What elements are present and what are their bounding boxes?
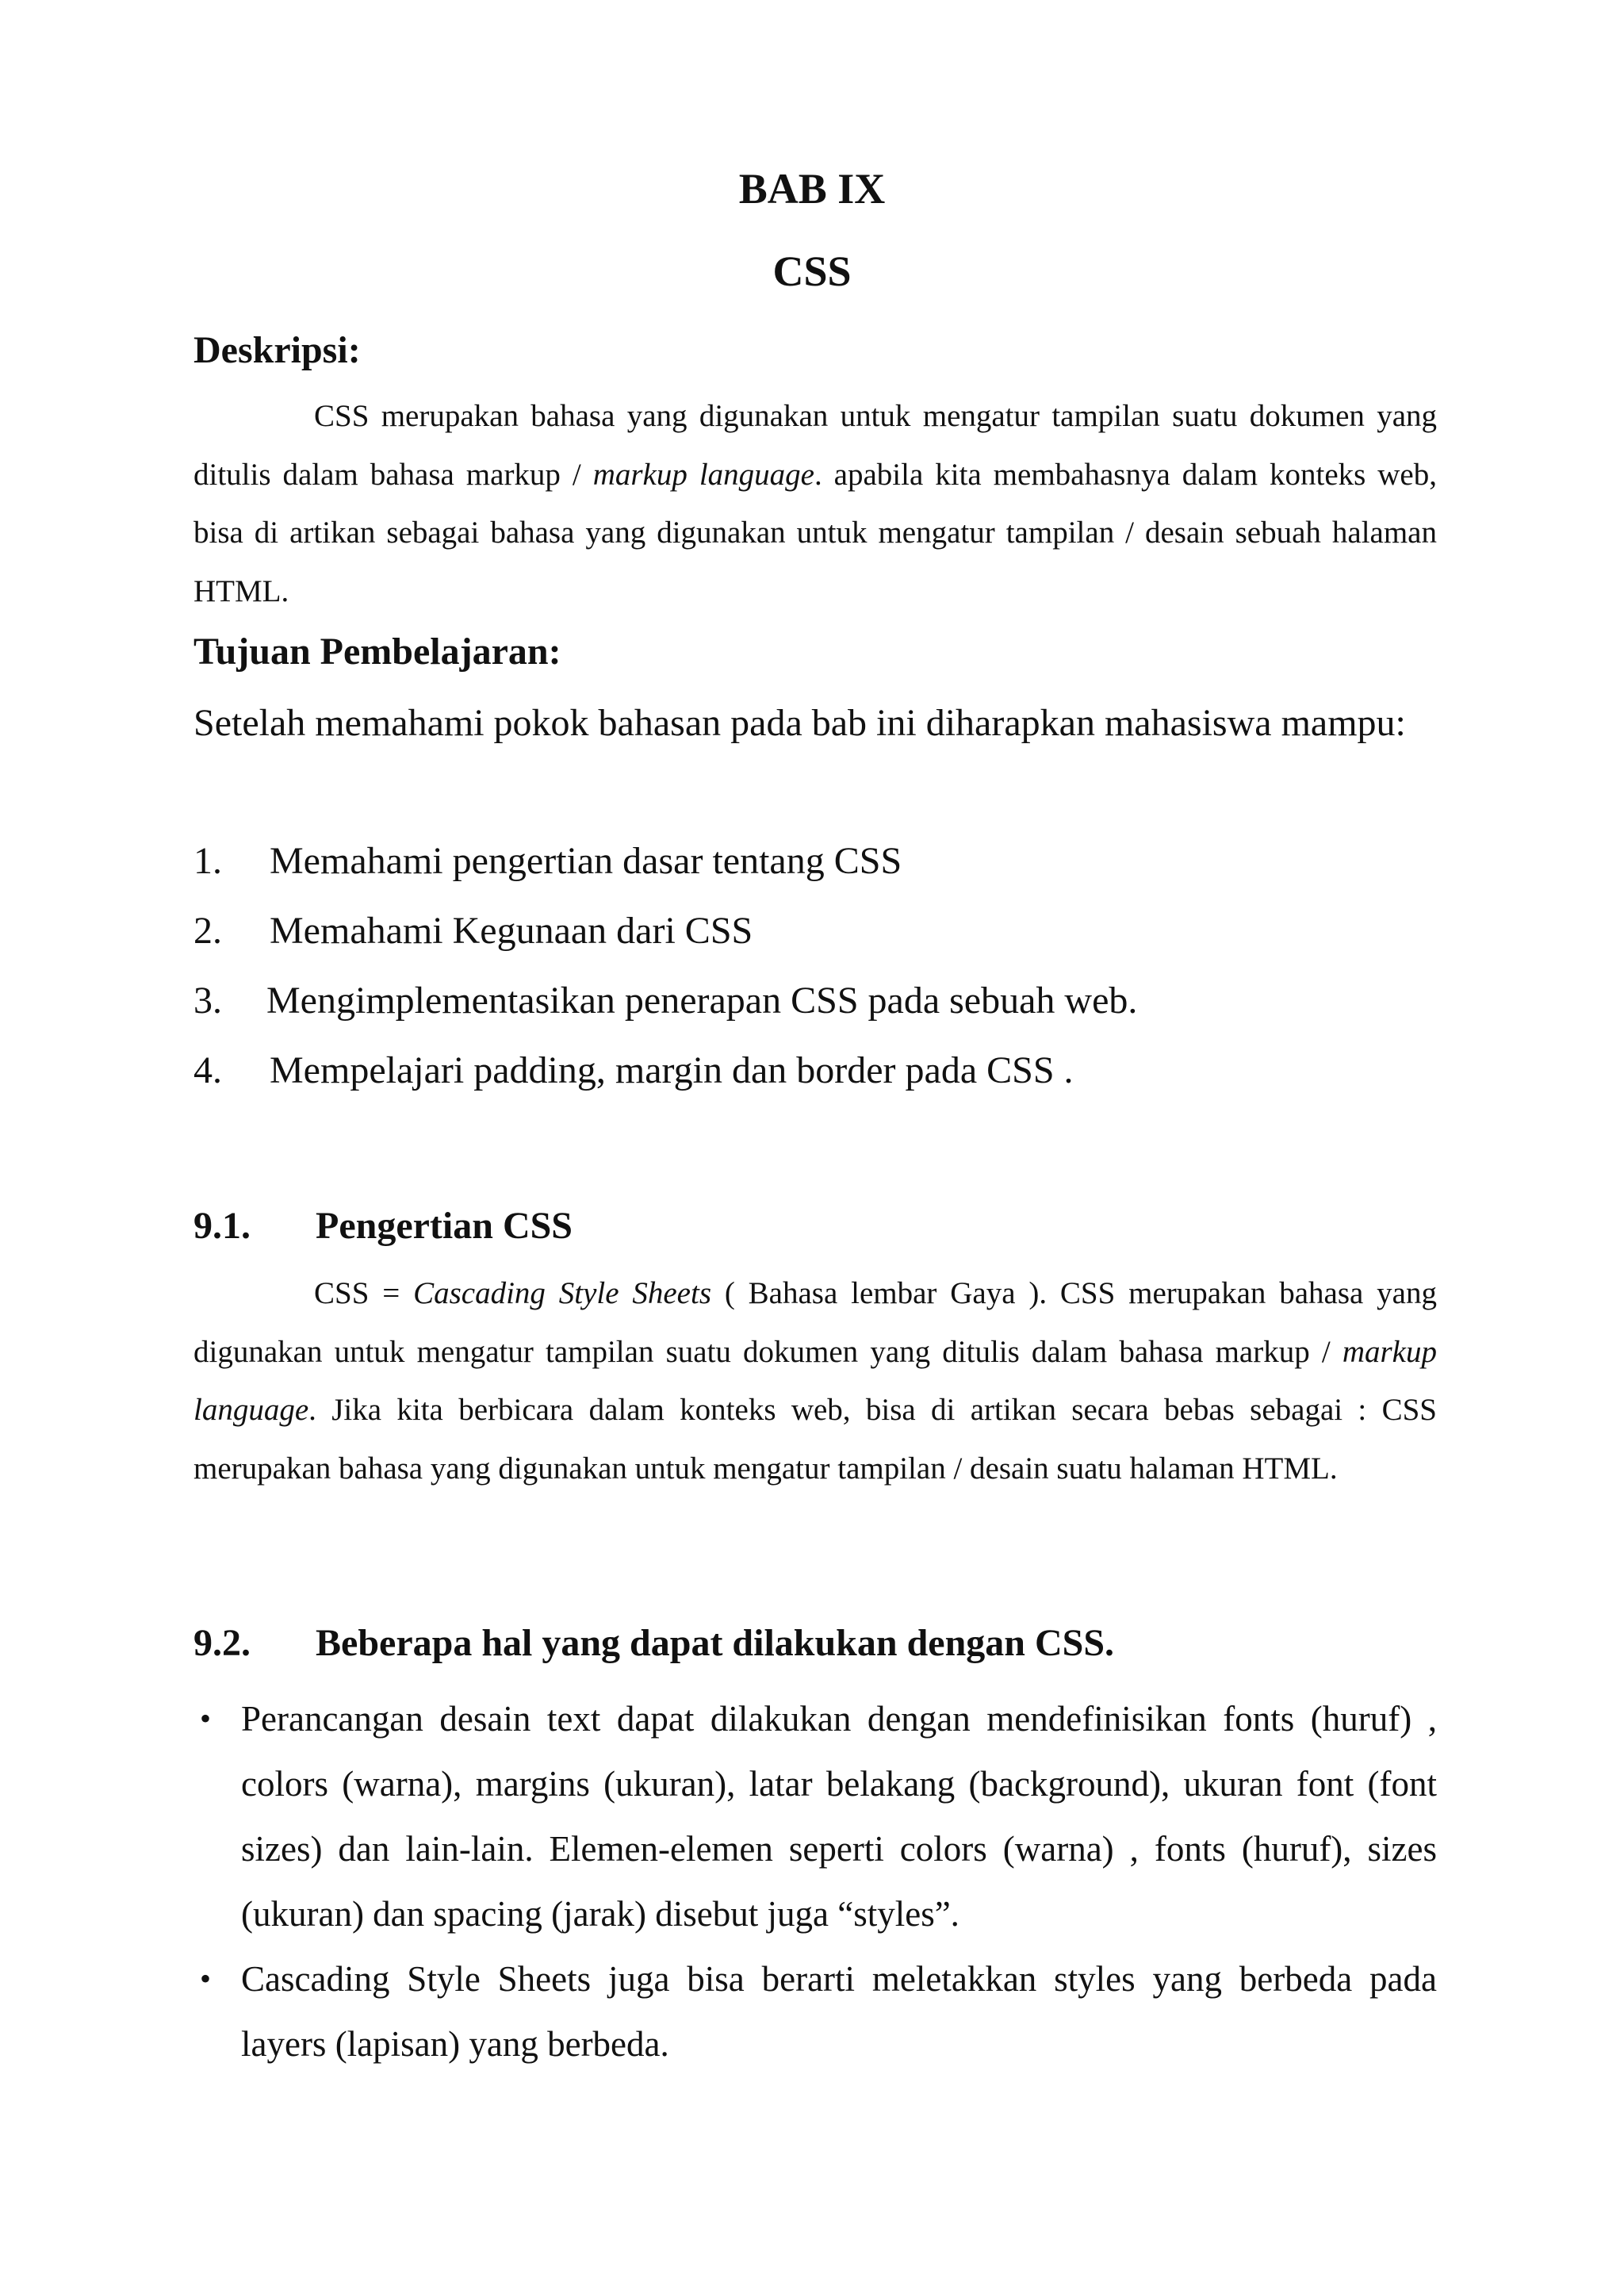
objective-text: Mengimplementasikan penerapan CSS pada sebuah web. (266, 980, 1138, 1022)
section-1-text-italic-2: markup language (193, 1334, 1437, 1427)
objective-number: 1. (193, 840, 222, 882)
objective-text: Mempelajari padding, margin dan border pada CSS . (270, 1049, 1074, 1091)
chapter-label: BAB IX (738, 165, 886, 213)
section-1-paragraph (193, 1264, 1437, 1497)
chapter-title: CSS (772, 247, 852, 295)
objective-number: 4. (193, 1049, 222, 1091)
objective-text: Memahami Kegunaan dari CSS (270, 910, 753, 952)
section-1-text-italic-1: Cascading Style Sheets (413, 1276, 711, 1310)
bullet-text: Perancangan desain text dapat dilakukan dengan mendefinisikan fonts (huruf) , colors (warna), margins (ukuran), latar belakang (background), ukuran font (font sizes) dan lain-lain. Elemen-elemen seperti colors (warna) , fonts (huruf), sizes (ukuran) dan spacing (jarak) disebut juga “styles”. (241, 1699, 1437, 1934)
objective-text: Memahami pengertian dasar tentang CSS (270, 840, 902, 882)
section-title: Beberapa hal yang dapat dilakukan dengan CSS. (316, 1622, 1115, 1664)
section-number: 9.1. (193, 1205, 251, 1247)
section-1-text-3: . Jika kita berbicara dalam konteks web, bisa di artikan secara bebas sebagai : CSS merupakan bahasa yang digunakan untuk mengatur tampilan / desain suatu halaman HTML. (193, 1393, 1437, 1486)
objective-item (193, 838, 902, 885)
section-title: Pengertian CSS (316, 1205, 573, 1247)
objective-number: 3. (193, 980, 222, 1022)
objective-item (193, 1047, 1074, 1095)
bullet-item (193, 1686, 1437, 1946)
objectives-heading: Tujuan Pembelajaran: (193, 631, 561, 673)
description-text-italic: markup language (592, 457, 814, 492)
section-1-text-2: ( Bahasa lembar Gaya ). CSS merupakan bahasa yang digunakan untuk mengatur tampilan suatu dokumen yang ditulis dalam bahasa markup / (193, 1276, 1437, 1369)
bullet-item (193, 1946, 1437, 2076)
section-1-text-1: CSS = (314, 1276, 414, 1310)
section-number: 9.2. (193, 1622, 251, 1664)
bullet-icon: • (200, 1701, 212, 1736)
description-text-1: CSS merupakan bahasa yang digunakan untuk mengatur tampilan suatu dokumen yang ditulis dalam bahasa markup / (193, 399, 1437, 492)
section-heading (193, 1620, 1114, 1667)
description-text-2: . apabila kita membahasnya dalam konteks web, bisa di artikan sebagai bahasa yang digunakan untuk mengatur tampilan / desain sebuah halaman HTML. (193, 457, 1437, 608)
bullet-icon: • (200, 1961, 212, 1996)
objective-number: 2. (193, 910, 222, 952)
description-paragraph (193, 387, 1437, 620)
section-heading (193, 1202, 573, 1250)
objective-item (193, 907, 753, 955)
description-heading: Deskripsi: (193, 329, 361, 371)
objective-item (193, 977, 1137, 1025)
objectives-intro: Setelah memahami pokok bahasan pada bab ini diharapkan mahasiswa mampu: (193, 702, 1406, 744)
bullet-text: Cascading Style Sheets juga bisa berarti meletakkan styles yang berbeda pada layers (lapisan) yang berbeda. (241, 1959, 1437, 2064)
